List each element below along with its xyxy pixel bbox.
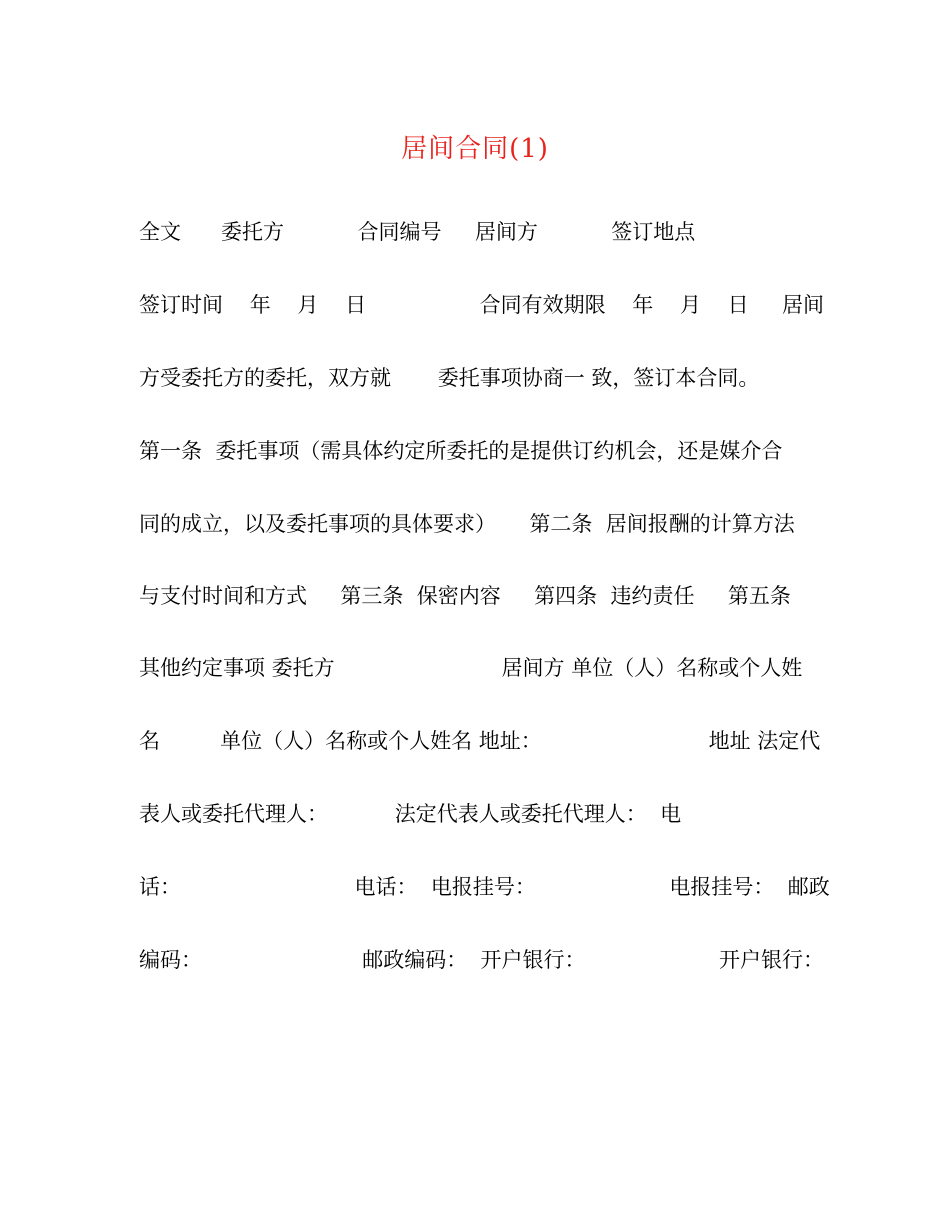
- body-line-10: 话： 电话： 电报挂号： 电报挂号： 邮政: [139, 875, 830, 899]
- body-line-3: 方受委托方的委托，双方就 委托事项协商一 致，签订本合同。: [139, 366, 760, 390]
- body-line-2: 签订时间 年 月 日 合同有效期限 年 月 日 居间: [139, 293, 825, 317]
- body-line-7: 其他约定事项 委托方 居间方 单位（人）名称或个人姓: [139, 656, 803, 680]
- body-line-8: 名 单位（人）名称或个人姓名 地址： 地址 法定代: [139, 729, 821, 753]
- document-title: 居间合同(1): [401, 134, 549, 164]
- body-line-5: 同的成立，以及委托事项的具体要求） 第二条 居间报酬的计算方法: [139, 512, 795, 536]
- body-line-9: 表人或委托代理人： 法定代表人或委托代理人： 电: [139, 802, 682, 826]
- body-line-11: 编码： 邮政编码： 开户银行： 开户银行：: [139, 948, 825, 972]
- body-line-4: 第一条 委托事项（需具体约定所委托的是提供订约机会，还是媒介合: [139, 439, 783, 463]
- body-line-6: 与支付时间和方式 第三条 保密内容 第四条 违约责任 第五条: [139, 584, 791, 608]
- body-line-1: 全文 委托方 合同编号 居间方 签订地点: [139, 220, 696, 244]
